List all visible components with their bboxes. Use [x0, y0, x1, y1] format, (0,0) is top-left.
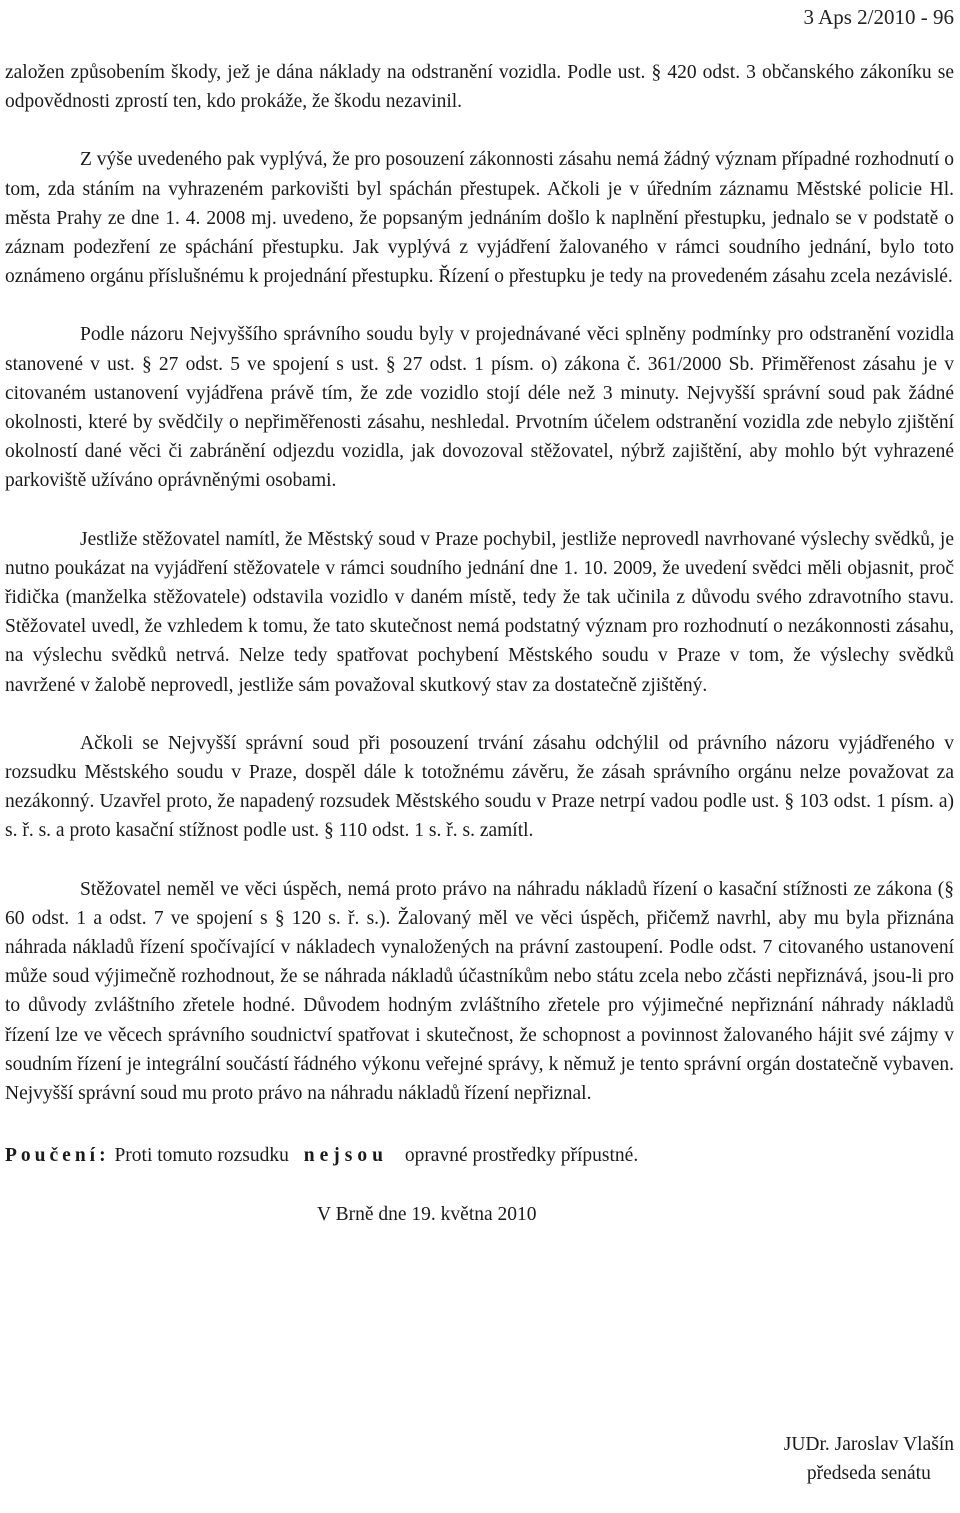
signatory-name: JUDr. Jaroslav Vlašín	[783, 1434, 954, 1455]
paragraph-1: založen způsobením škody, jež je dána náklady na odstranění vozidla. Podle ust. § 420 odst. 3 občanského zákoníku se odpovědnosti zprostí ten, kdo prokáže, že škodu nezavinil.	[5, 62, 954, 113]
paragraph-4: Jestliže stěžovatel namítl, že Městský soud v Praze pochybil, jestliže neprovedl navrhované výslechy svědků, je nutno poukázat na vyjádření stěžovatele v rámci soudního jednání dne 1. 10. 2009, že uvedení svědci měli objasnit, proč řidička (manželka stěžovatele) odstavila vozidlo v daném místě, tedy že tak učinila z důvodu svého zdravotního stavu. Stěžovatel uvedl, že vzhledem k tomu, že tato skutečnost nemá podstatný význam pro rozhodnutí o nezákonnosti zásahu, na výslechu svědků netrvá. Nelze tedy spatřovat pochybení Městského soudu v Praze v tom, že výslechy svědků navržené v žalobě neprovedl, jestliže sám považoval skutkový stav za dostatečně zjištěný.	[5, 528, 954, 696]
notice-label: Poučení:	[5, 1145, 110, 1167]
notice-emphasis: nejsou	[303, 1145, 388, 1167]
case-reference-header: 3 Aps 2/2010 - 96	[803, 5, 954, 29]
document-body	[5, 58, 954, 1229]
place-and-date: V Brně dne 19. května 2010	[317, 1203, 537, 1225]
signature-block	[784, 1430, 954, 1488]
paragraph-6: Stěžovatel neměl ve věci úspěch, nemá proto právo na náhradu nákladů řízení o kasační stížnosti ze zákona (§ 60 odst. 1 a odst. 7 ve spojení s § 120 s. ř. s.). Žalovaný měl ve věci úspěch, přičemž navrhl, aby mu byla přiznána náhrada nákladů řízení spočívající v nákladech vynaložených na právní zastoupení. Podle odst. 7 citovaného ustanovení může soud výjimečně rozhodnout, že se náhrada nákladů účastníkům nebo státu zcela nebo zčásti nepřiznává, jsou-li pro to důvody zvláštního zřetele hodné. Důvodem hodným zvláštního zřetele pro výjimečné nepřiznání náhrady nákladů řízení lze ve věcech správního soudnictví spatřovat i skutečnost, že schopnost a povinnost žalovaného hájit své zájmy v soudním řízení je integrální součástí řádného výkonu veřejné správy, k němuž je tento správní orgán dostatečně vybaven. Nejvyšší správní soud mu proto právo na náhradu nákladů řízení nepřiznal.	[5, 878, 954, 1105]
signatory-title: předseda senátu	[806, 1463, 931, 1485]
paragraph-5: Ačkoli se Nejvyšší správní soud při posouzení trvání zásahu odchýlil od právního názoru vyjádřeného v rozsudku Městského soudu v Praze, dospěl dále k totožnému závěru, že zásah správního orgánu nelze považovat za nezákonný. Uzavřel proto, že napadený rozsudek Městského soudu v Praze netrpí vadou podle ust. § 103 odst. 1 písm. a) s. ř. s. a proto kasační stížnost podle ust. § 110 odst. 1 s. ř. s. zamítl.	[5, 732, 954, 842]
paragraph-3: Podle názoru Nejvyššího správního soudu byly v projednávané věci splněny podmínky pro odstranění vozidla stanovené v ust. § 27 odst. 5 ve spojení s ust. § 27 odst. 1 písm. o) zákona č. 361/2000 Sb. Přiměřenost zásahu je v citovaném ustanovení vyjádřena právě tím, že zde vozidlo stojí déle než 3 minuty. Nejvyšší správní soud pak žádné okolnosti, které by svědčily o nepřiměřenosti zásahu, neshledal. Prvotním účelem odstranění vozidla zde nebylo zjištění okolností dané věci či zabránění odjezdu vozidla, jak dovozoval stěžovatel, nýbrž zajištění, aby mohlo být vyhrazené parkoviště užíváno oprávněnými osobami.	[5, 324, 954, 492]
notice-text-after: opravné prostředky přípustné.	[404, 1145, 639, 1167]
notice-text-before: Proti tomuto rozsudku	[114, 1145, 289, 1167]
paragraph-2: Z výše uvedeného pak vyplývá, že pro posouzení zákonnosti zásahu nemá žádný význam případné rozhodnutí o tom, zda stáním na vyhrazeném parkovišti byl spáchán přestupek. Ačkoli je v úředním záznamu Městské policie Hl. města Prahy ze dne 1. 4. 2008 mj. uvedeno, že popsaným jednáním došlo k naplnění přestupku, jednalo se v podstatě o záznam podezření ze spáchání přestupku. Jak vyplývá z vyjádření žalovaného v rámci soudního jednání, bylo toto oznámeno orgánu příslušnému k projednání přestupku. Řízení o přestupku je tedy na provedeném zásahu zcela nezávislé.	[5, 149, 954, 288]
legal-notice	[5, 1141, 954, 1170]
